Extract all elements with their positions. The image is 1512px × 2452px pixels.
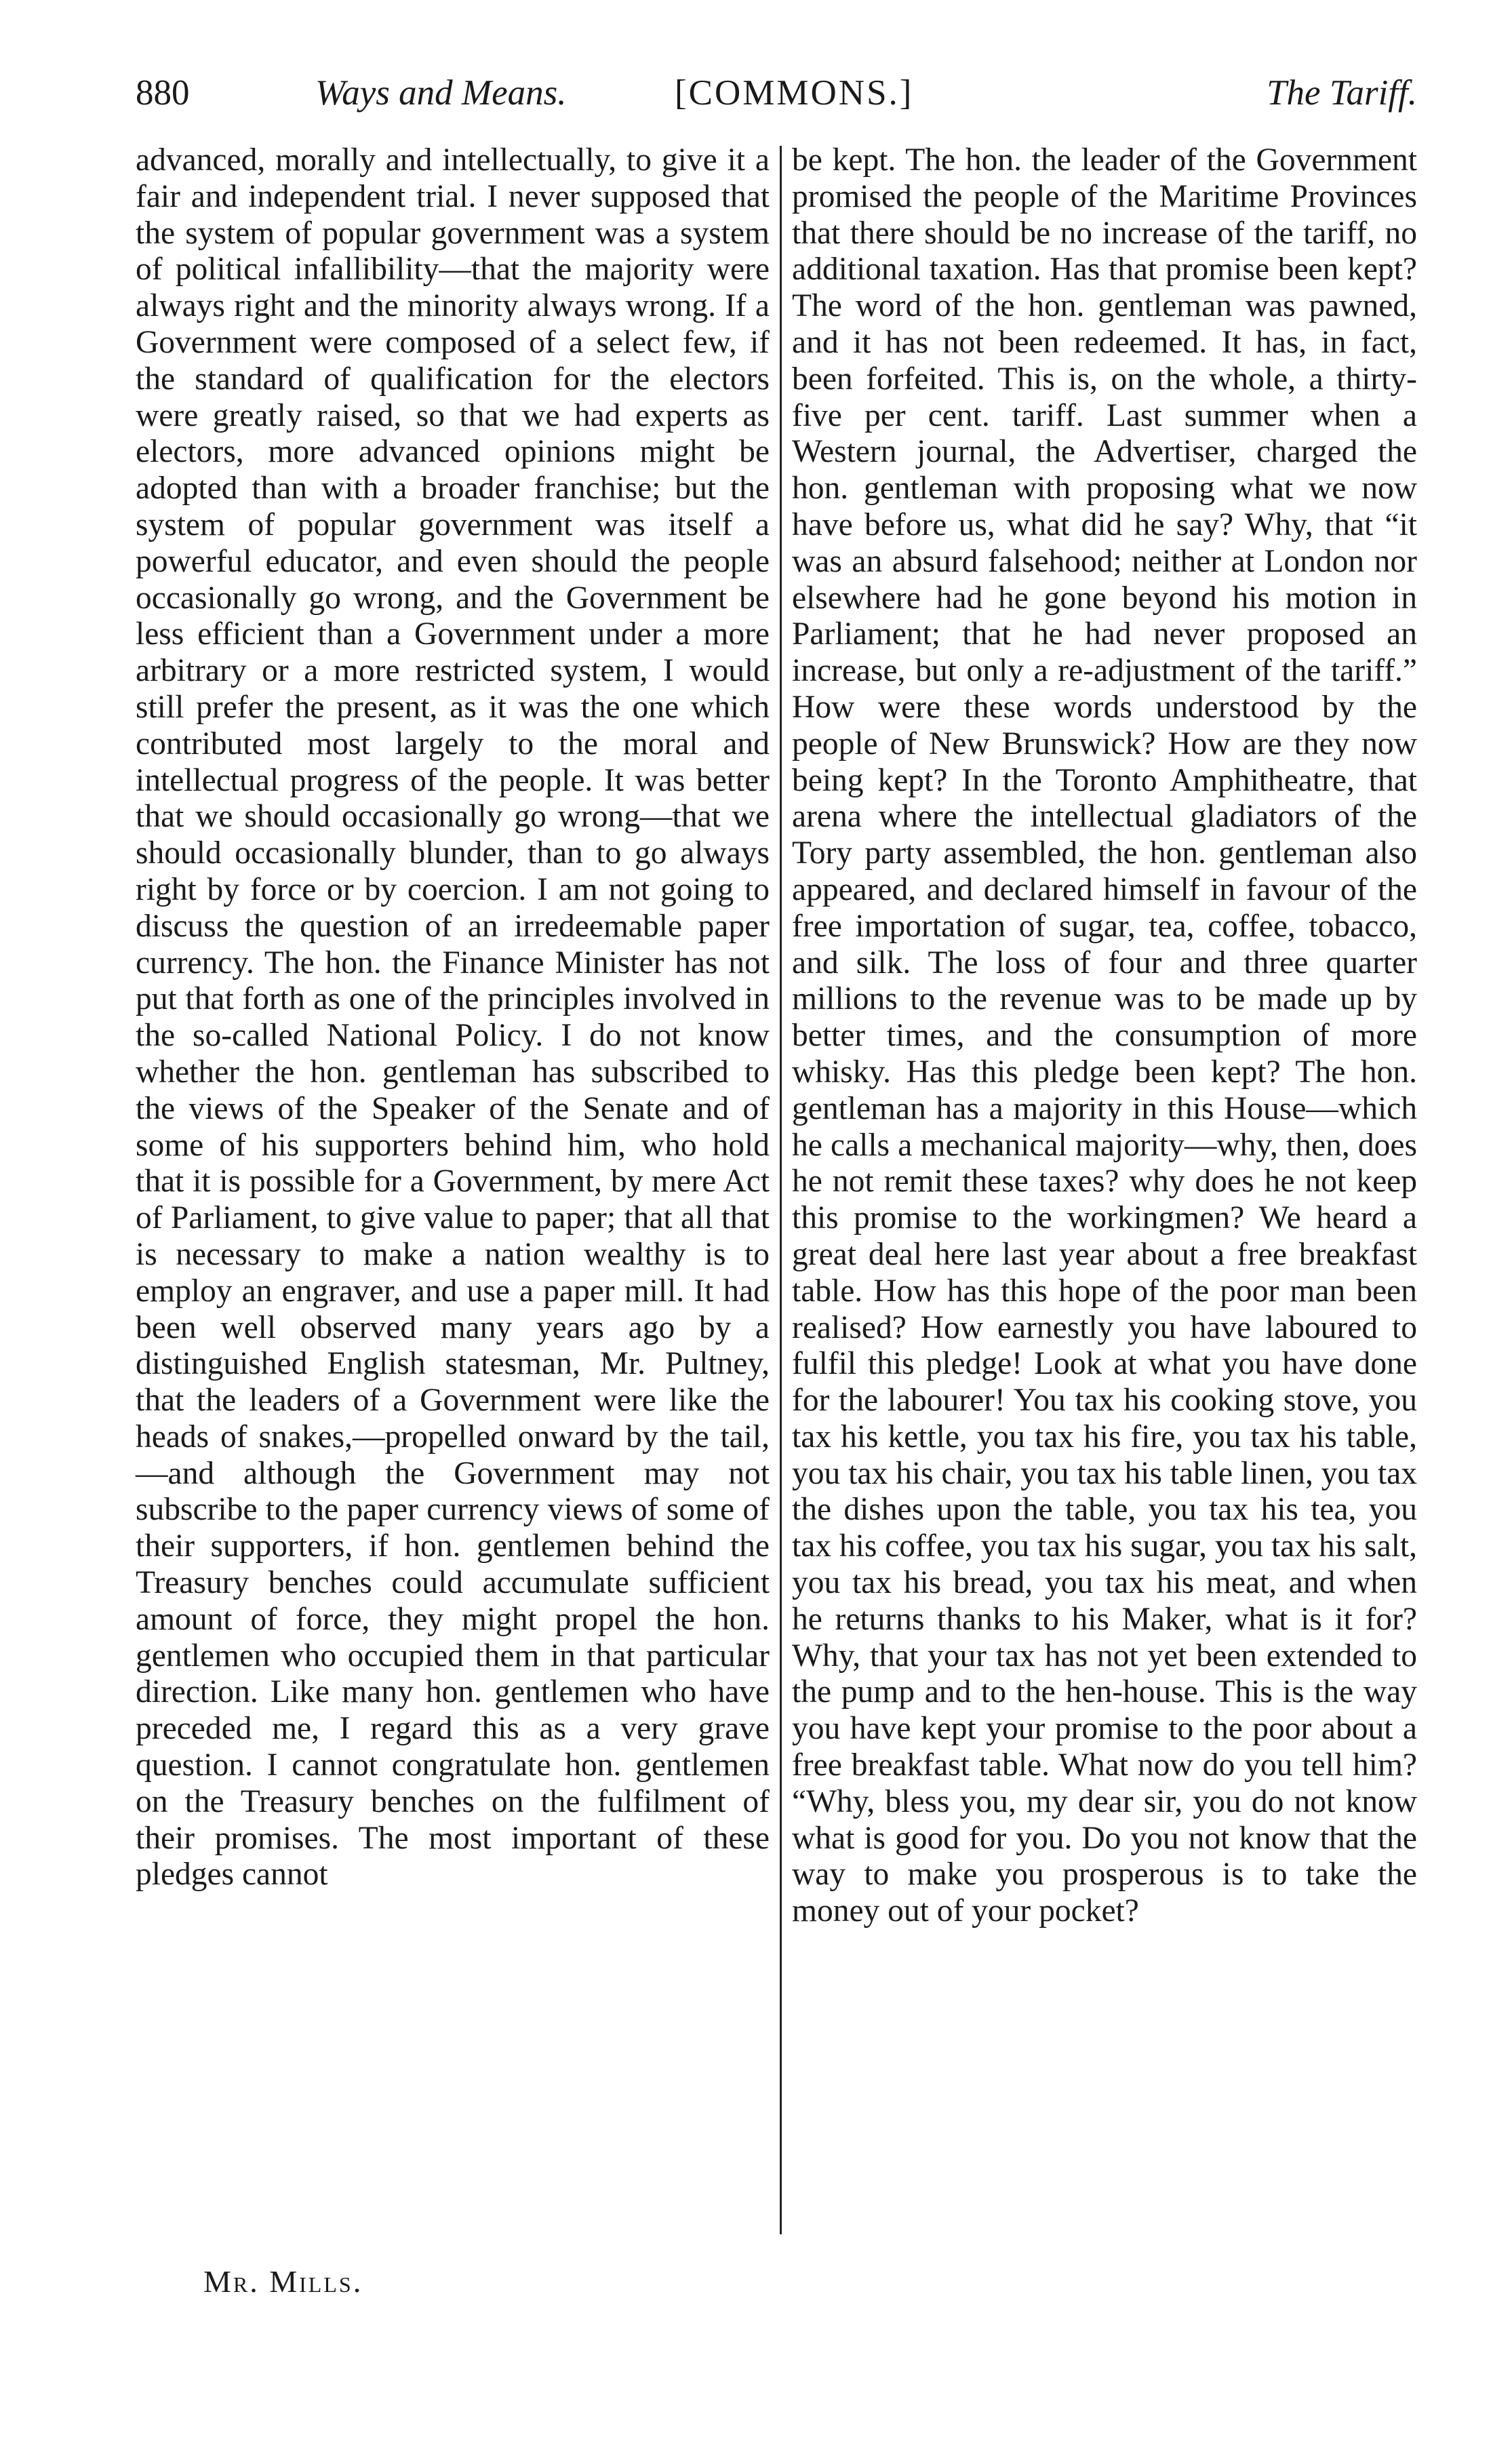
text-column-right: [792, 142, 1417, 1930]
house-label: [COMMONS.]: [675, 73, 914, 113]
running-header: [136, 62, 1417, 123]
column-divider: [780, 146, 782, 2234]
section-title-right: The Tariff.: [1267, 73, 1417, 113]
section-title-left: Ways and Means.: [315, 73, 567, 113]
paragraph-right: be kept. The hon. the leader of the Government promised the people of the Maritime Provinces that there should be no increase of the tariff, no additional taxation. Has that promise been kept? The word of the hon. gentleman was pawned, and it has not been redeemed. It has, in fact, been forfeited. This is, on the whole, a thirty-five per cent. tariff. Last summer when a Western journal, the Advertiser, charged the hon. gentleman with proposing what we now have before us, what did he say? Why, that “it was an absurd falsehood; neither at London nor elsewhere had he gone beyond his motion in Parliament; that he had never proposed an increase, but only a re-adjustment of the tariff.” How were these words understood by the people of New Brunswick? How are they now being kept? In the Toronto Amphitheatre, that arena where the intellectual gladiators of the Tory party assembled, the hon. gentleman also appeared, and declared himself in favour of the free importation of sugar, tea, coffee, tobacco, and silk. The loss of four and three quarter millions to the revenue was to be made up by better times, and the consumption of more whisky. Has this pledge been kept? The hon. gentleman has a majority in this House—which he calls a mechanical majority—why, then, does he not remit these taxes? why does he not keep this promise to the workingmen? We heard a great deal here last year about a free breakfast table. How has this hope of the poor man been realised? How earnestly you have laboured to fulfil this pledge! Look at what you have done for the labourer! You tax his cooking stove, you tax his kettle, you tax his fire, you tax his table, you tax his chair, you tax his table linen, you tax the dishes upon the table, you tax his tea, you tax his coffee, you tax his sugar, you tax his salt, you tax his bread, you tax his meat, and when he returns thanks to his Maker, what is it for? Why, that your tax has not yet been extended to the pump and to the hen-house. This is the way you have kept your promise to the poor about a free breakfast table. What now do you tell him? “Why, bless you, my dear sir, you do not know what is good for you. Do you not know that the way to make you prosperous is to take the money out of your pocket?: [792, 142, 1417, 1929]
page-number: 880: [136, 73, 190, 113]
text-column-left: [136, 142, 770, 1893]
paragraph-left: advanced, morally and intellectually, to give it a fair and independent trial. I never supposed that the system of popular government was a system of political infallibility—that the majority were always right and the minority always wrong. If a Government were composed of a select few, if the standard of qualification for the electors were greatly raised, so that we had experts as electors, more advanced opinions might be adopted than with a broader franchise; but the system of popular government was itself a powerful educator, and even should the people occasionally go wrong, and the Government be less efficient than a Government under a more arbitrary or a more restricted system, I would still prefer the present, as it was the one which contributed most largely to the moral and intellectual progress of the people. It was better that we should occasionally go wrong—that we should occasionally blunder, than to go always right by force or by coercion. I am not going to discuss the question of an irredeemable paper currency. The hon. the Finance Minister has not put that forth as one of the principles involved in the so-called National Policy. I do not know whether the hon. gentleman has subscribed to the views of the Speaker of the Senate and of some of his supporters behind him, who hold that it is possible for a Government, by mere Act of Parliament, to give value to paper; that all that is necessary to make a nation wealthy is to employ an engraver, and use a paper mill. It had been well observed many years ago by a distinguished English statesman, Mr. Pultney, that the leaders of a Government were like the heads of snakes,—propelled onward by the tail,—and although the Government may not subscribe to the paper currency views of some of their supporters, if hon. gentlemen behind the Treasury benches could accumulate sufficient amount of force, they might propel the hon. gentlemen who occupied them in that particular direction. Like many hon. gentlemen who have preceded me, I regard this as a very grave question. I cannot congratulate hon. gentlemen on the Treasury benches on the fulfilment of their promises. The most important of these pledges cannot: [136, 142, 770, 1893]
speaker-footer: Mr. Mills.: [203, 2264, 363, 2299]
